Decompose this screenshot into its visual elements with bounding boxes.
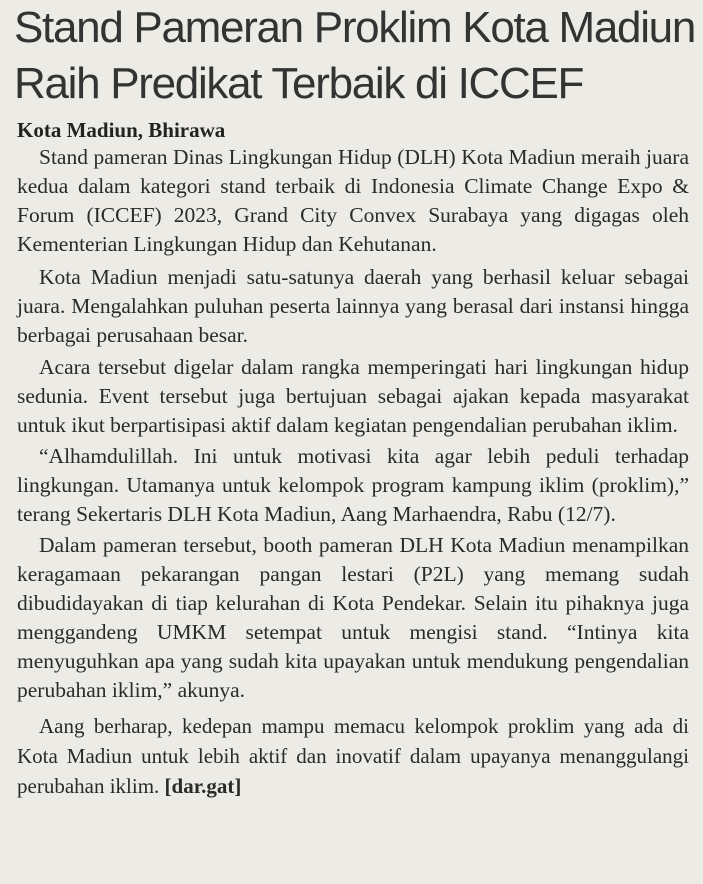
paragraph-2: Kota Madiun menjadi satu-satunya daerah yang berhasil keluar sebagai juara. Mengalahkan puluhan peserta lainnya yang berasal dari instansi hingga berbagai perusahaan besar. [17, 265, 689, 347]
headline-line-1: Stand Pameran Proklim Kota Madiun [14, 3, 696, 52]
headline-line-2: Raih Predikat Terbaik di ICCEF [14, 59, 584, 108]
cut-off-next-article [320, 866, 620, 884]
signoff: [dar.gat] [164, 774, 242, 798]
final-paragraph-body: Aang berharap, kedepan mampu memacu kelompok proklim yang ada di Kota Madiun untuk lebih aktif dan inovatif dalam upayanya menanggulangi perubahan iklim. [17, 714, 689, 798]
paragraph-1: Stand pameran Dinas Lingkungan Hidup (DLH) Kota Madiun meraih juara kedua dalam kategori stand terbaik di Indonesia Climate Change Expo & Forum (ICCEF) 2023, Grand City Convex Surabaya yang digagas oleh Kementerian Lingkungan Hidup dan Kehutanan. [17, 145, 689, 256]
article-body [17, 143, 689, 801]
paragraph-5: Dalam pameran tersebut, booth pameran DLH Kota Madiun menampilkan keragamaan pekarangan pangan lestari (P2L) yang memang sudah dibudidayakan di tiap kelurahan di Kota Pendekar. Selain itu pihaknya juga menggandeng UMKM setempat untuk mengisi stand. “Intinya kita menyuguhkan apa yang sudah kita upayakan untuk mendukung pengendalian perubahan iklim,” akunya. [17, 533, 689, 702]
headline [14, 0, 703, 112]
paragraph-4: “Alhamdulillah. Ini untuk motivasi kita agar lebih peduli terhadap lingkungan. Utamanya untuk kelompok program kampung iklim (proklim),” terang Sekertaris DLH Kota Madiun, Aang Marhaendra, Rabu (12/7). [17, 444, 689, 526]
paragraph-3: Acara tersebut digelar dalam rangka memperingati hari lingkungan hidup sedunia. Event tersebut juga bertujuan sebagai ajakan kepada masyarakat untuk ikut berpartisipasi aktif dalam kegiatan pengendalian perubahan iklim. [17, 355, 689, 437]
paragraph-final [17, 711, 689, 801]
dateline: Kota Madiun, Bhirawa [17, 118, 226, 142]
